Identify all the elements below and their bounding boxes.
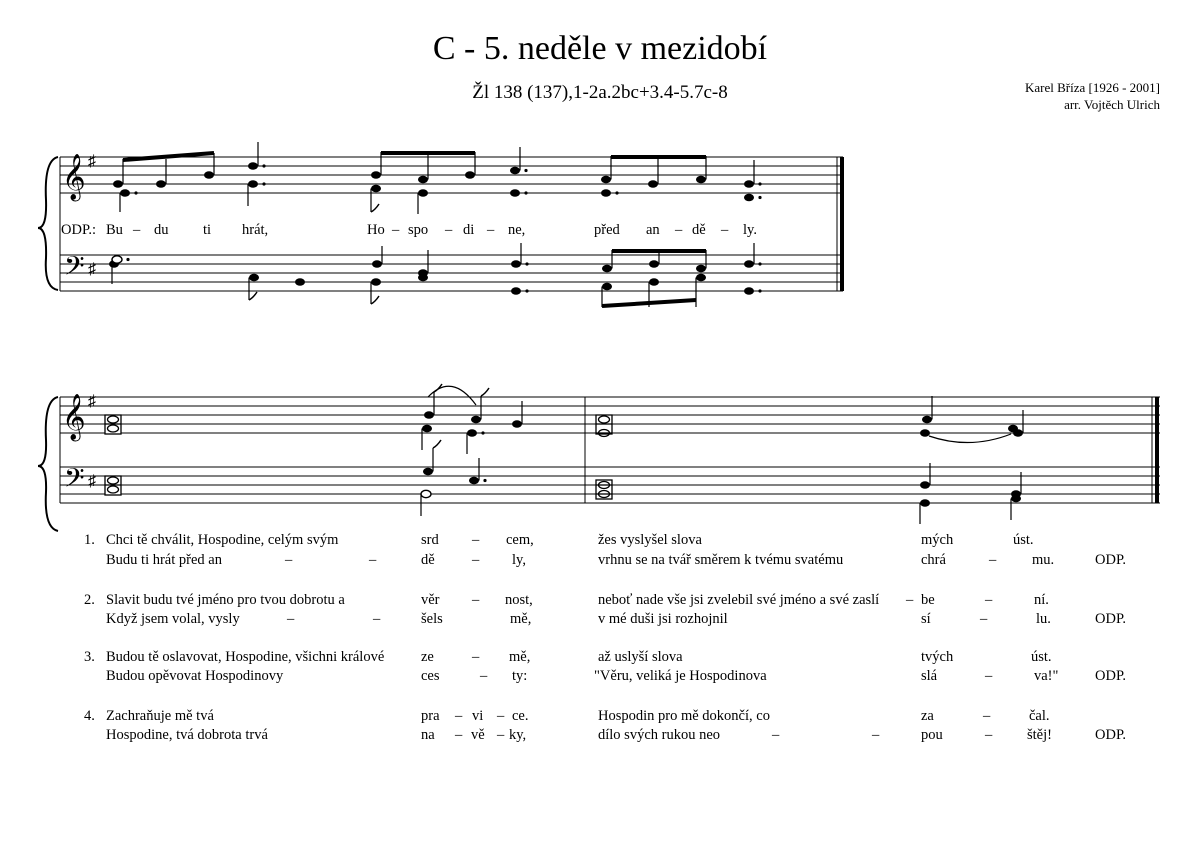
verse-text: – <box>983 708 991 724</box>
composer-credit: Karel Bříza [1926 - 2001] <box>1024 80 1160 95</box>
lyric-syllable: spo <box>408 222 429 238</box>
verse-text: Zachraňuje mě tvá <box>106 708 214 724</box>
treble-staff <box>60 157 843 193</box>
verse-text: vi <box>472 708 484 724</box>
verse-text: vě <box>471 727 485 743</box>
verse-text: – <box>985 727 993 743</box>
response-cue: ODP. <box>1095 727 1127 743</box>
verse-text: va!" <box>1034 668 1059 684</box>
verse-text: ces <box>421 668 440 684</box>
lyric-syllable: hrát, <box>242 222 269 238</box>
alto-notes <box>120 180 762 201</box>
verse-text: za <box>921 708 934 724</box>
verse-text: mých <box>921 532 954 548</box>
verse-text: – <box>772 727 780 743</box>
lyric-syllable: du <box>154 222 169 238</box>
lyric-syllable: ly. <box>743 222 757 238</box>
lyric-syllable: ne, <box>508 222 526 238</box>
verse-text: věr <box>421 592 440 608</box>
verse-text: nost, <box>505 592 533 608</box>
lyric-syllable: Bu <box>106 222 123 238</box>
system-2 <box>38 384 1160 531</box>
verse-text: v mé duši jsi rozhojnil <box>598 611 728 627</box>
verse-text: na <box>421 727 435 743</box>
verse-text: – <box>985 592 993 608</box>
verse-text: Slavit budu tvé jméno pro tvou dobrotu a <box>106 592 345 608</box>
verse-text: úst. <box>1013 532 1034 548</box>
verse-text: – <box>480 668 488 684</box>
verse-text: sí <box>921 611 931 627</box>
lyric-syllable: před <box>594 222 620 238</box>
treble-clef-icon: 𝄞 <box>62 394 86 439</box>
verse-text: štěj! <box>1027 727 1052 743</box>
verse-text: až uslyší slova <box>598 649 683 665</box>
verse-text: lu. <box>1036 611 1051 627</box>
verse-text: ky, <box>509 727 527 743</box>
bass-notes <box>421 490 1021 506</box>
verse-text: – <box>285 552 293 568</box>
response-cue: ODP. <box>1095 611 1127 627</box>
bass-staff <box>60 255 843 291</box>
lyric-syllable: dě <box>692 222 706 238</box>
verse-text: mu. <box>1032 552 1055 568</box>
verse-text: slá <box>921 668 938 684</box>
verse-text: Hospodin pro mě dokončí, co <box>598 708 770 724</box>
bass-notes <box>112 256 762 295</box>
verse-text: ty: <box>512 668 528 684</box>
verse-number: 2. <box>84 592 95 608</box>
sharp-icon: ♯ <box>88 261 96 278</box>
arranger-credit: arr. Vojtěch Ulrich <box>1064 97 1160 112</box>
response-lyrics <box>61 222 757 238</box>
verse-text: neboť nade vše jsi zvelebil své jméno a své zaslí <box>598 592 880 608</box>
lyric-syllable: ti <box>203 222 212 238</box>
verse-text: dě <box>421 552 435 568</box>
psalm-reference: Žl 138 (137),1-2a.2bc+3.4-5.7c-8 <box>472 82 728 103</box>
verse-number: 1. <box>84 532 95 548</box>
lyric-syllable: di <box>463 222 475 238</box>
verse-text: be <box>921 592 935 608</box>
verse-text: Budu ti hrát před an <box>106 552 222 568</box>
verse-text: chrá <box>921 552 946 568</box>
verse-text: mě, <box>510 611 532 627</box>
sharp-icon: ♯ <box>88 473 96 490</box>
bass-clef-icon: 𝄢 <box>64 463 85 499</box>
verse-text: ce. <box>512 708 529 724</box>
verse-text: mě, <box>509 649 531 665</box>
verse-number: 3. <box>84 649 95 665</box>
response-cue: ODP. <box>1095 552 1127 568</box>
verse-number: 4. <box>84 708 95 724</box>
tenor-notes <box>109 260 762 276</box>
verse-text: cem, <box>506 532 534 548</box>
lyric-syllable: Ho <box>367 222 385 238</box>
verse-text: Budou tě oslavovat, Hospodine, všichni králové <box>106 649 385 665</box>
verse-text: ní. <box>1034 592 1049 608</box>
verse-text: Budou opěvovat Hospodinovy <box>106 668 284 684</box>
verse-text: – <box>985 668 993 684</box>
alto-notes <box>422 425 1018 437</box>
verse-text: pra <box>421 708 440 724</box>
verse-text: ze <box>421 649 434 665</box>
page-title: C - 5. neděle v mezidobí <box>432 30 768 67</box>
verse-text: ly, <box>512 552 526 568</box>
verse-text: srd <box>421 532 439 548</box>
verse-text: tvých <box>921 649 954 665</box>
tenor-notes <box>423 468 1021 498</box>
verse-text: úst. <box>1031 649 1052 665</box>
system-brace <box>38 157 58 290</box>
verse-text: – <box>287 611 295 627</box>
verse-text: – <box>497 708 505 724</box>
verse-text: – <box>373 611 381 627</box>
lyric-syllable: an <box>646 222 660 238</box>
verse-text: čal. <box>1029 708 1050 724</box>
lyric-syllable: – <box>445 222 453 238</box>
verse-text: – <box>980 611 988 627</box>
bass-clef-icon: 𝄢 <box>64 251 85 287</box>
verse-text: – <box>497 727 505 743</box>
verse-text: – <box>906 592 914 608</box>
verse-text: dílo svých rukou neo <box>598 727 721 743</box>
verse-text: žes vyslyšel slova <box>598 532 702 548</box>
lyric-syllable: – <box>675 222 683 238</box>
verse-text: – <box>872 727 880 743</box>
verse-text: pou <box>921 727 943 743</box>
lyric-syllable: – <box>487 222 495 238</box>
verse-text: "Věru, veliká je Hospodinova <box>594 668 767 684</box>
sharp-icon: ♯ <box>88 153 96 170</box>
verse-text: – <box>369 552 377 568</box>
breve-chord <box>596 415 612 499</box>
verse-text: vrhnu se na tvář směrem k tvému svatému <box>598 552 844 568</box>
response-cue: ODP. <box>1095 668 1127 684</box>
verse-text: – <box>472 592 480 608</box>
sharp-icon: ♯ <box>88 393 96 410</box>
treble-clef-icon: 𝄞 <box>62 154 86 199</box>
verse-text: Když jsem volal, vysly <box>106 611 240 627</box>
verse-text: – <box>472 552 480 568</box>
verse-text: šels <box>421 611 443 627</box>
verse-text: – <box>455 727 463 743</box>
verse-text: – <box>455 708 463 724</box>
response-label: ODP.: <box>61 222 97 238</box>
system-brace <box>38 397 58 531</box>
lyric-syllable: – <box>392 222 400 238</box>
verse-text: Hospodine, tvá dobrota trvá <box>106 727 268 743</box>
verse-text: Chci tě chválit, Hospodine, celým svým <box>106 532 339 548</box>
verse-text: – <box>472 649 480 665</box>
lyric-syllable: – <box>721 222 729 238</box>
verse-text: – <box>989 552 997 568</box>
breve-chord <box>105 415 121 495</box>
verse-text: – <box>472 532 480 548</box>
lyric-syllable: – <box>133 222 141 238</box>
